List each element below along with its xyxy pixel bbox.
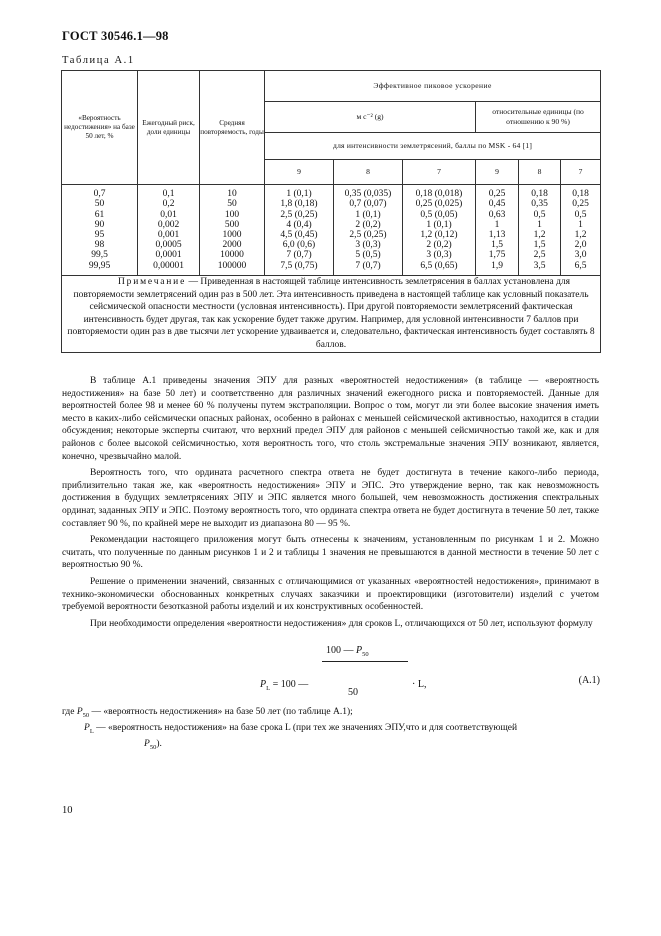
col-annual-risk xyxy=(138,185,200,276)
table-cell: 1,5 xyxy=(491,240,503,251)
table-cell: 1 (0,1) xyxy=(426,219,452,230)
table-cell: 98 xyxy=(94,240,105,251)
header-abs-7: 7 xyxy=(403,160,476,185)
header-annual-risk: Ежегодный риск, доли единицы xyxy=(138,71,200,185)
body-text xyxy=(62,375,599,634)
header-units-rel: относительные единицы (по отношению к 90 %) xyxy=(476,102,601,133)
formula-a1 xyxy=(260,645,600,705)
table-cell: 95 xyxy=(94,230,105,240)
header-rel-8: 8 xyxy=(519,160,561,185)
formula-lhs: $P_L = 100$ — xyxy=(260,679,309,692)
table-cell: 500 xyxy=(224,219,240,230)
note-label: Примечание xyxy=(118,277,187,287)
header-rel-7: 7 xyxy=(561,160,601,185)
legend-line: $P_L$ — «вероятность недостижения» на базе срока L (при тех же значениях ЭПУ,что и для соответствующей xyxy=(84,722,518,735)
table-cell: 2,5 (0,25) xyxy=(349,230,387,240)
table-cell: 1 (0,1) xyxy=(355,209,381,220)
legend-line: $P_{50}$). xyxy=(144,738,162,751)
table-cell: 7 (0,7) xyxy=(355,260,381,271)
col-probability xyxy=(62,185,138,276)
table-cell: 0,002 xyxy=(157,219,180,230)
col-rel-7 xyxy=(561,185,601,276)
table-cell: 0,00001 xyxy=(153,260,184,271)
table-cell: 100 xyxy=(224,209,240,220)
table-cell: 2 (0,2) xyxy=(355,219,381,230)
table-cell: 0,7 xyxy=(93,189,106,200)
fraction-bar xyxy=(322,661,408,662)
table-cell: 6,5 xyxy=(574,260,587,271)
table-cell: 1000 xyxy=(222,230,242,240)
table-note xyxy=(62,276,601,353)
header-recurrence: Средняя повторяемость, годы xyxy=(200,71,265,185)
table-cell: 1,9 xyxy=(491,260,503,271)
formula-legend xyxy=(62,706,599,754)
table-cell: 2,0 xyxy=(574,240,587,251)
paragraph: Вероятность того, что ордината расчетного спектра ответа не будет достигнута в течение какого-либо периода, приблизительно такая же, как «вероятность недостижения» ЭПУ и ЭПС. Это утверждение верно, так как невозможность достижения в будущих землетрясениях ЭПУ и ЭПС является много большей, чем невозможность достижения спектральных ординат, заданных ЭПУ и ЭПС. Поэтому вероятность того, что ордината спектра ответа не будет достигнута в течение 50 лет, также составляет 90 %, по крайней мере не выходит из диапазона 80 — 95 %. xyxy=(62,468,599,529)
table-cell: 1,2 xyxy=(533,230,546,240)
note-text: — Приведенная в настоящей таблице интенсивность землетрясения в баллах установлена для повторяемости землетрясений один раз в 500 лет. Эта интенсивность приведена в настоящей таблице как условный показатель сейсмической опасности местности (условная интенсивность). При другой повторяемости землетрясений фактическая интенсивность будет другая, так как ускорение будет также другим. Например, для условной интенсивности 7 баллов при повторяемости один раз в две тысячи лет ускорение удваивается и, следовательно, фактическая интенсивность будет составлять 8 баллов. xyxy=(67,277,595,350)
table-cell: 0,1 xyxy=(162,189,175,200)
formula-label: (А.1) xyxy=(578,675,600,686)
table-cell: 10000 xyxy=(220,250,244,261)
table-cell: 1,2 (0,12) xyxy=(420,230,458,240)
table-cell: 1 xyxy=(537,219,542,230)
table-cell: 100000 xyxy=(217,260,247,271)
table-cell: 0,63 xyxy=(488,209,506,220)
table-cell: 7 (0,7) xyxy=(286,250,312,261)
table-cell: 99,5 xyxy=(91,250,108,261)
table-data-row xyxy=(62,185,601,276)
table-cell: 0,0001 xyxy=(155,250,182,261)
paragraph: В таблице А.1 приведены значения ЭПУ для разных «вероятностей недостижения» (в таблице — «вероятность недостижения» на базе 50 лет) и соответственно для различных значений ежегодного риска и повторяемостей. Данные для вероятностей более 98 и менее 60 % получены путем экстраполяции. Вопрос о том, могут ли эти более высокие значения иметь место в каких-либо сейсмически опасных районах, особенно в районах с меньшей сейсмической активностью, находится в стадии обсуждения; некоторые эксперты считают, что верхний предел ЭПУ для районов с меньшей сейсмичностью такой же, как и для районов с более высокой сейсмичностью, хотя вероятность того, что столь экстремальные значения ЭПУ возникают, является, конечно, чрезвычайно малой. xyxy=(62,376,599,462)
formula-denominator: 50 xyxy=(348,687,358,698)
page-number: 10 xyxy=(62,805,73,816)
col-recurrence xyxy=(200,185,265,276)
table-cell: 1 (0,1) xyxy=(286,189,312,200)
table-cell: 61 xyxy=(94,209,105,220)
table-cell: 0,18 xyxy=(531,189,548,200)
col-abs-9 xyxy=(265,185,334,276)
legend-line: где $P_{50}$ — «вероятность недостижения» на базе 50 лет (по таблице А.1); xyxy=(62,707,353,719)
table-cell: 1,8 (0,18) xyxy=(280,199,318,210)
table-cell: 1,13 xyxy=(488,230,506,240)
table-cell: 4 (0,4) xyxy=(286,219,312,230)
paragraph: Рекомендации настоящего приложения могут быть отнесены к значениям, установленным по рисункам 1 и 2. Можно считать, что полученные по данным рисунков 1 и 2 и таблицы 1 значения не превышаются в данной местности в течение 50 лет с вероятностью 90 %. xyxy=(62,535,599,571)
header-rel-9: 9 xyxy=(476,160,519,185)
col-rel-9 xyxy=(476,185,519,276)
formula-numerator: 100 — $P_{50}$ xyxy=(326,645,369,658)
table-cell: 5 (0,5) xyxy=(355,250,381,261)
table-cell: 0,25 (0,025) xyxy=(415,199,463,210)
table-cell: 0,18 (0,018) xyxy=(415,189,463,200)
table-cell: 0,35 xyxy=(531,199,548,210)
table-cell: 7,5 (0,75) xyxy=(280,260,318,271)
table-caption: Таблица А.1 xyxy=(62,55,135,66)
table-cell: 0,25 xyxy=(572,199,589,210)
table-cell: 90 xyxy=(94,219,105,230)
table-cell: 0,45 xyxy=(488,199,506,210)
header-epu: Эффективное пиковое ускорение xyxy=(265,71,601,102)
table-cell: 50 xyxy=(227,199,237,210)
header-abs-9: 9 xyxy=(265,160,334,185)
paragraph: Решение о применении значений, связанных с отличающимися от указанных «вероятностей недостижения», принимают в технико-экономически обоснованных конкретных случаях заказчики и проектировщики (изготовители) изделий с учетом требуемой вероятности безотказной работы изделий и их конструктивных особенностей. xyxy=(62,576,599,613)
table-cell: 0,5 (0,05) xyxy=(420,209,458,220)
table-cell: 0,2 xyxy=(162,199,175,210)
table-cell: 1,2 xyxy=(574,230,587,240)
table-cell: 1,75 xyxy=(488,250,506,261)
header-units-abs: м с⁻² (g) xyxy=(265,102,476,133)
data-table xyxy=(61,70,601,353)
table-cell: 0,5 xyxy=(574,209,587,220)
col-abs-7 xyxy=(403,185,476,276)
table-cell: 3 (0,3) xyxy=(426,250,452,261)
header-abs-8: 8 xyxy=(334,160,403,185)
doc-header: ГОСТ 30546.1—98 xyxy=(62,29,169,43)
paragraph: При необходимости определения «вероятности недостижения» для сроков L, отличающихся от 50 лет, используют формулу xyxy=(90,618,593,629)
table-cell: 3,5 xyxy=(533,260,546,271)
table-cell: 0,0005 xyxy=(155,240,182,251)
table-cell: 4,5 (0,45) xyxy=(280,230,318,240)
table-cell: 0,35 (0,035) xyxy=(344,189,392,200)
table-cell: 6,5 (0,65) xyxy=(420,260,458,271)
table-cell: 0,18 xyxy=(572,189,589,200)
header-probability: «Вероятность недостижения» на базе 50 лет, % xyxy=(62,71,138,185)
table-cell: 2,5 (0,25) xyxy=(280,209,318,220)
col-rel-8 xyxy=(519,185,561,276)
col-abs-8 xyxy=(334,185,403,276)
table-cell: 99,95 xyxy=(88,260,111,271)
table-cell: 50 xyxy=(94,199,105,210)
table-cell: 6,0 (0,6) xyxy=(282,240,316,251)
table-cell: 0,5 xyxy=(533,209,546,220)
table-cell: 2 (0,2) xyxy=(426,240,452,251)
table-cell: 2,5 xyxy=(533,250,546,261)
table-cell: 2000 xyxy=(222,240,242,251)
table-cell: 10 xyxy=(227,189,237,200)
table-cell: 0,01 xyxy=(160,209,177,220)
table-cell: 1 xyxy=(578,219,583,230)
formula-rhs: · L, xyxy=(412,679,427,690)
table-cell: 3,0 xyxy=(574,250,587,261)
table-cell: 1 xyxy=(494,219,500,230)
header-intensity: для интенсивности землетрясений, баллы по MSK - 64 [1] xyxy=(265,133,601,160)
table-cell: 0,25 xyxy=(488,189,506,200)
table-cell: 1,5 xyxy=(533,240,546,251)
table-cell: 0,001 xyxy=(157,230,180,240)
table-cell: 0,7 (0,07) xyxy=(349,199,387,210)
table-cell: 3 (0,3) xyxy=(355,240,381,251)
